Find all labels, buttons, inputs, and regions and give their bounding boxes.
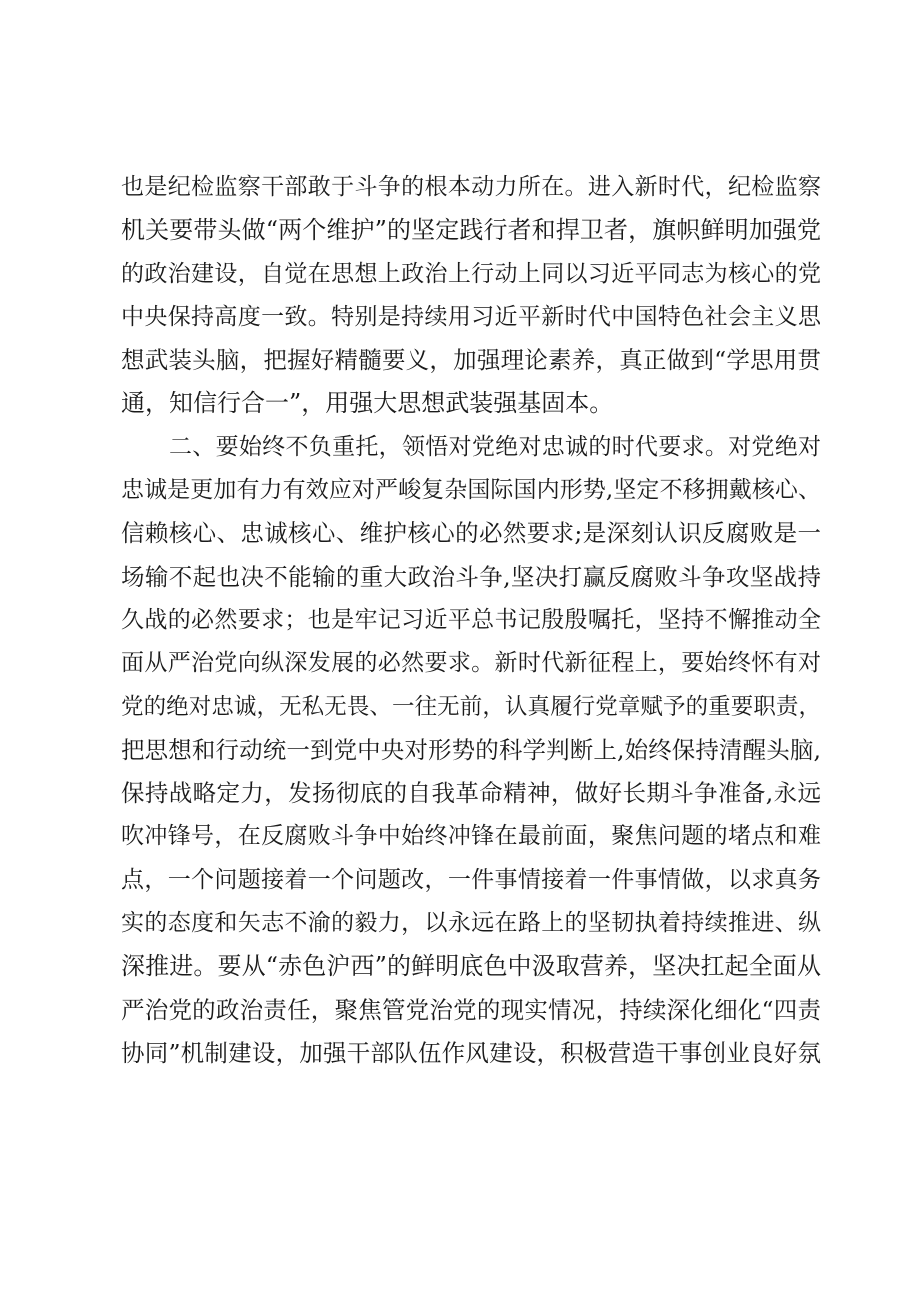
paragraph-2-line-3: 信赖核心、忠诚核心、维护核心的必然要求;是深刻认识反腐败是一 [121, 519, 821, 548]
paragraph-1-line-3: 的政治建设，自觉在思想上政治上行动上同以习近平同志为核心的党 [121, 260, 821, 287]
paragraph-2-line-10: 吹冲锋号，在反腐败斗争中始终冲锋在最前面，聚焦问题的堵点和难 [121, 823, 821, 850]
paragraph-2-line-8: 把思想和行动统一到党中央对形势的科学判断上,始终保持清醒头脑, [121, 735, 821, 764]
paragraph-2 [121, 426, 821, 1075]
paragraph-2-line-14: 严治党的政治责任，聚焦管党治党的现实情况，持续深化细化“四责 [121, 995, 821, 1024]
paragraph-2-line-15: 协同”机制建设，加强干部队伍作风建设，积极营造干事创业良好氛 [121, 1038, 821, 1067]
paragraph-2-line-4: 场输不起也决不能输的重大政治斗争,坚决打赢反腐败斗争攻坚战持 [121, 562, 821, 591]
paragraph-2-line-13: 深推进。要从“赤色沪西”的鲜明底色中汲取营养，坚决扛起全面从 [121, 952, 821, 981]
paragraph-2-line-12: 实的态度和矢志不渝的毅力，以永远在路上的坚韧执着持续推进、纵 [121, 910, 821, 937]
paragraph-2-line-1: 二、要始终不负重托，领悟对党绝对忠诚的时代要求。对党绝对 [169, 433, 821, 460]
paragraph-1-line-5: 想武装头脑，把握好精髓要义，加强理论素养，真正做到“学思用贯 [121, 346, 821, 375]
paragraph-2-line-7: 党的绝对忠诚，无私无畏、一往无前，认真履行党章赋予的重要职责， [121, 693, 821, 720]
document-body [121, 166, 821, 1075]
paragraph-2-line-11: 点，一个问题接着一个问题改，一件事情接着一件事情做，以求真务 [121, 866, 821, 893]
paragraph-1-line-1: 也是纪检监察干部敢于斗争的根本动力所在。进入新时代，纪检监察 [121, 174, 821, 200]
paragraph-2-line-2: 忠诚是更加有力有效应对严峻复杂国际国内形势,坚定不移拥戴核心、 [121, 477, 821, 504]
paragraph-1 [121, 166, 821, 426]
paragraph-1-line-2: 机关要带头做“两个维护”的坚定践行者和捍卫者，旗帜鲜明加强党 [121, 216, 821, 245]
paragraph-1-line-4: 中央保持高度一致。特别是持续用习近平新时代中国特色社会主义思 [121, 303, 821, 330]
paragraph-2-line-5: 久战的必然要求；也是牢记习近平总书记殷殷嘱托，坚持不懈推动全 [121, 606, 821, 633]
paragraph-2-line-6: 面从严治党向纵深发展的必然要求。新时代新征程上，要始终怀有对 [121, 650, 821, 677]
paragraph-2-line-9: 保持战略定力，发扬彻底的自我革命精神，做好长期斗争准备,永远 [121, 779, 821, 808]
paragraph-1-line-6: 通，知信行合一”，用强大思想武装强基固本。 [121, 389, 614, 418]
